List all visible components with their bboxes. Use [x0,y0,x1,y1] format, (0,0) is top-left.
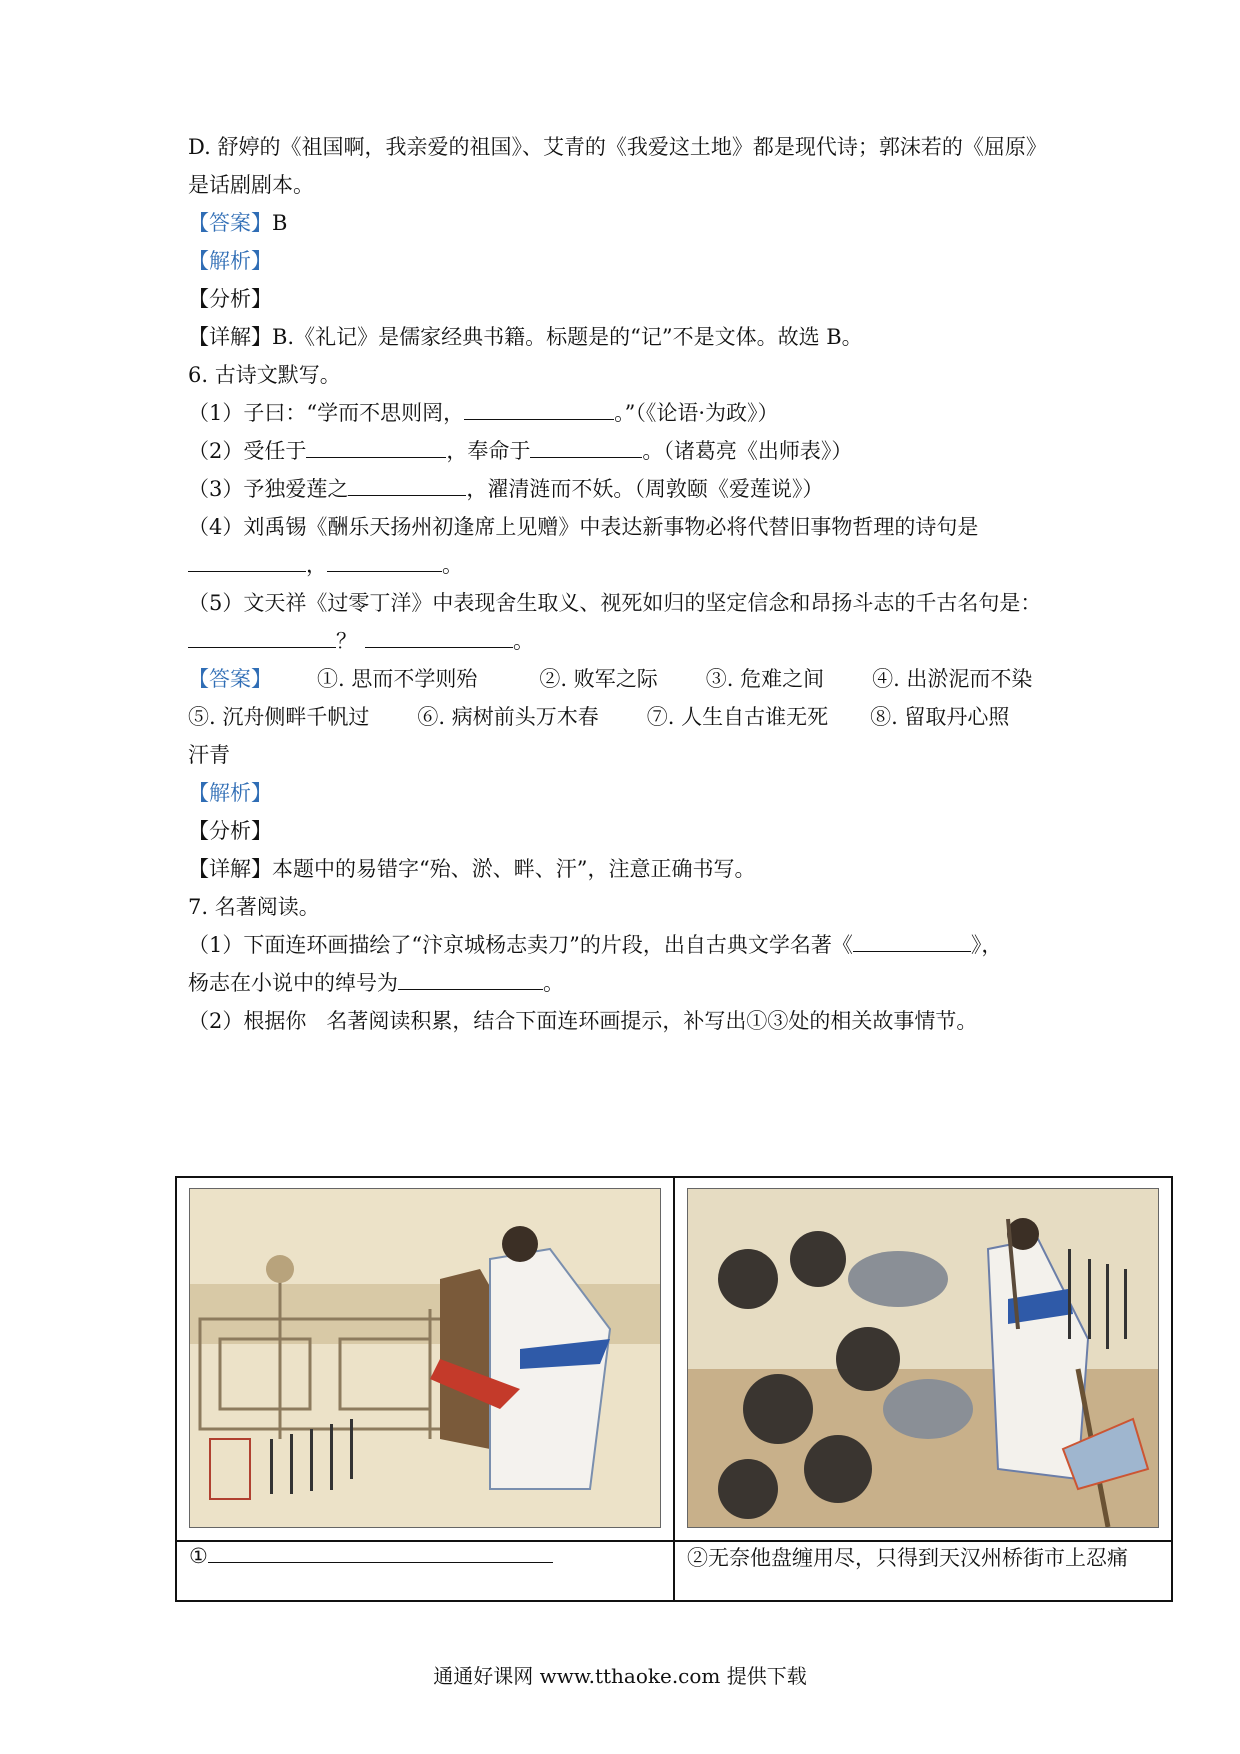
blank [853,931,971,952]
item1-post: 。”（《论语·为政》） [614,401,779,425]
fenxi-tag: 【分析】 [188,287,272,311]
q6-item2 [188,436,852,466]
comic-image-1 [189,1188,661,1528]
blank [327,551,442,572]
q6-item1 [188,398,779,428]
caption-2: ②无奈他盘缠用尽，只得到天汉州桥街市上忍痛 [687,1546,1128,1570]
footer: 通通好课网 www.tthaoke.com 提供下载 [433,1664,807,1688]
item5-sep: ？ [336,629,357,653]
q7-item1 [188,930,1002,960]
analysis-tag: 【解析】 [188,781,272,805]
blank [398,969,543,990]
answer-value: B [272,211,288,235]
q6-title: 6. 古诗文默写。 [188,363,341,387]
q7-item2: （2）根据你 名著阅读积累，结合下面连环画提示，补写出①③处的相关故事情节。 [188,1009,978,1033]
q6-item4-line2 [188,550,463,580]
blank [306,437,446,458]
option-d-line2: 是话剧剧本。 [188,173,314,197]
comic-table [175,1176,1173,1602]
item2-pre: （2）受任于 [188,439,307,463]
q6-answers-tail: 汗青 [188,743,230,767]
caption-1-number: ① [189,1544,208,1568]
item3-post: ，濯清涟而不妖。（周敦颐《爱莲说》） [466,477,824,501]
answer-item: ①. 思而不学则殆 [317,667,478,691]
answer-item: ②. 败军之际 [539,667,658,691]
detail-text: B.《礼记》是儒家经典书籍。标题是的“记”不是文体。故选 B。 [272,325,863,349]
q6-item3 [188,474,823,504]
item5-end: 。 [513,629,534,653]
item3-pre: （3）予独爱莲之 [188,477,349,501]
detail-text: 本题中的易错字“殆、淤、畔、汗”，注意正确书写。 [272,857,756,881]
item1-pre: （1）下面连环画描绘了“汴京城杨志卖刀”的片段，出自古典文学名著《 [188,933,853,957]
answer-item: ⑧. 留取丹心照 [870,705,1010,729]
item2-post: 。（诸葛亮《出师表》） [642,439,853,463]
q6-item4-line1: （4）刘禹锡《酬乐天扬州初逢席上见赠》中表达新事物必将代替旧事物哲理的诗句是 [188,515,979,539]
blank [188,551,306,572]
item2-mid: ，奉命于 [446,439,531,463]
answer-item: ⑥. 病树前头万木春 [417,705,599,729]
q6-item5-line1: （5）文天祥《过零丁洋》中表现舍生取义、视死如归的坚定信念和昂扬斗志的千古名句是： [188,591,1042,615]
option-d-line1: D. 舒婷的《祖国啊，我亲爱的祖国》、艾青的《我爱这土地》都是现代诗；郭沫若的《屈原》 [188,135,1047,159]
item1-pre: （1）子曰：“学而不思则罔， [188,401,465,425]
item4-sep: ， [306,553,327,577]
comic-cell-2 [674,1177,1172,1541]
q5-detail [188,322,863,352]
answer-tag: 【答案】 [188,667,272,691]
q7-item1-line2 [188,968,564,998]
blank [188,627,336,648]
answer-item: ⑦. 人生自古谁无死 [646,705,829,729]
blank [365,627,513,648]
detail-tag: 【详解】 [188,325,272,349]
q6-answers-line1 [188,664,1032,694]
detail-tag: 【详解】 [188,857,272,881]
q7-title: 7. 名著阅读。 [188,895,320,919]
fenxi-tag: 【分析】 [188,819,272,843]
caption-cell-1 [176,1541,674,1601]
answer-item: ③. 危难之间 [705,667,825,691]
q6-detail [188,854,755,884]
caption-1-blank [208,1542,553,1563]
blank [348,475,466,496]
answer-tag: 【答案】 [188,211,272,235]
q5-answer [188,208,287,238]
answer-item: ④. 出淤泥而不染 [872,667,1033,691]
item4-end: 。 [442,553,463,577]
caption-cell-2 [674,1541,1172,1601]
item1-line2-post: 。 [543,971,564,995]
item1-post: 》， [970,933,1003,957]
item1-line2-pre: 杨志在小说中的绰号为 [188,971,398,995]
q6-item5-line2 [188,626,534,656]
comic-cell-1 [176,1177,674,1541]
q6-answers-line2 [188,702,1009,732]
blank [464,399,614,420]
comic-image-2 [687,1188,1159,1528]
analysis-tag: 【解析】 [188,249,272,273]
blank [530,437,642,458]
answer-item: ⑤. 沉舟侧畔千帆过 [188,705,370,729]
